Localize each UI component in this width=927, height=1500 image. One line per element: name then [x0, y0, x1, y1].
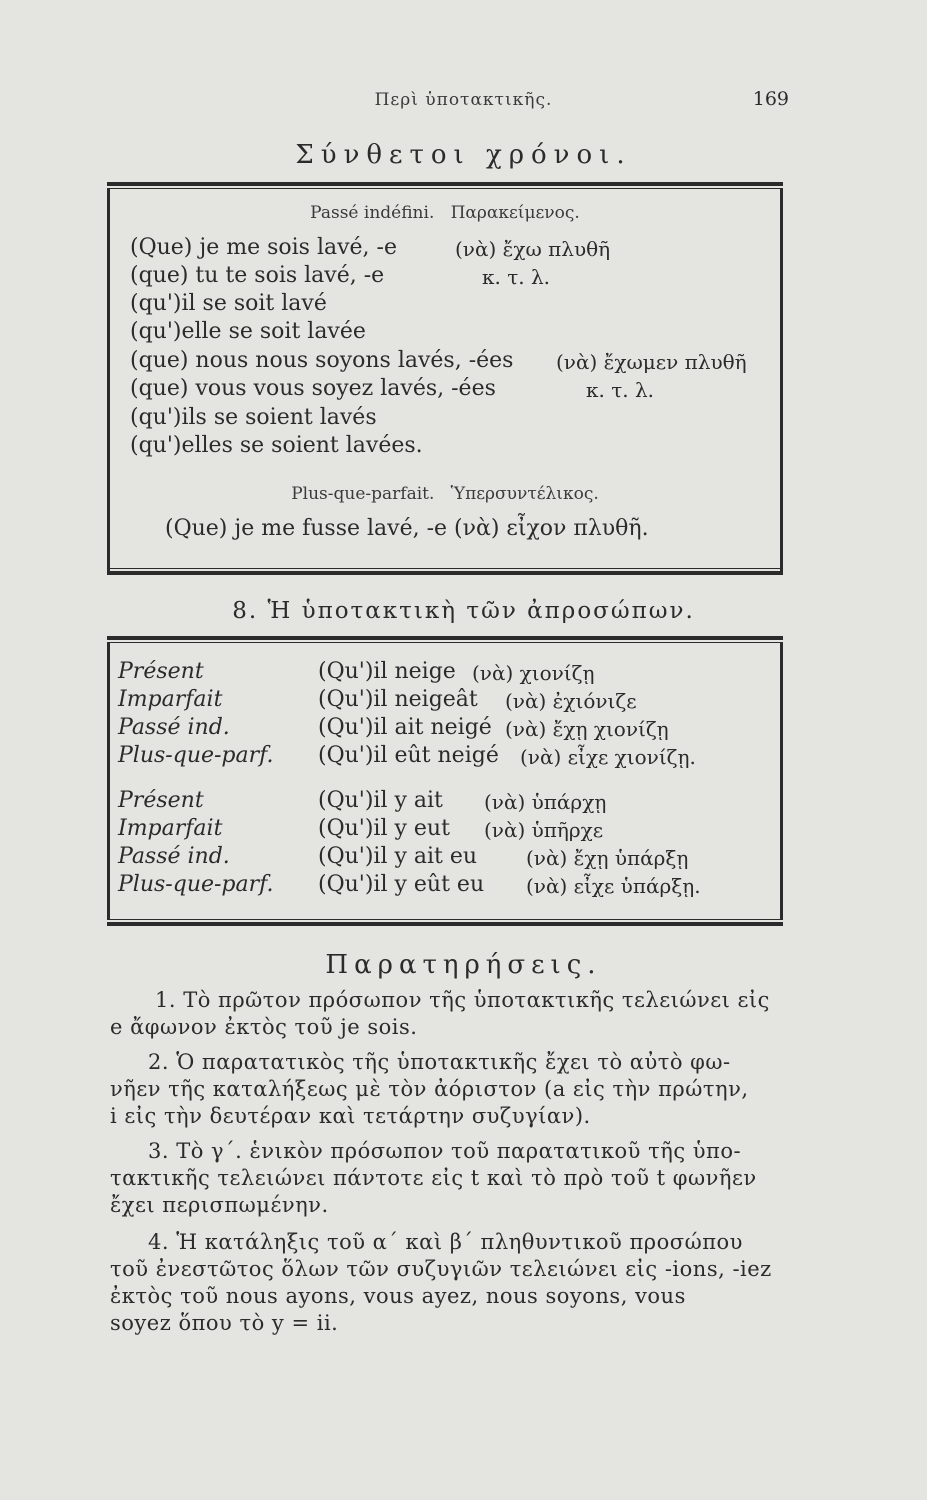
plus-que-parfait-subhead	[110, 484, 780, 504]
impersonal-fr: (Qu')il y eut	[318, 816, 450, 841]
tense-label: Passé ind.	[118, 844, 230, 869]
impersonal-gr: (νὰ) ἔχῃ ὑπάρξῃ	[526, 846, 689, 870]
tense-label: Passé ind.	[118, 715, 230, 740]
conjugation-line: (qu')elle se soit lavée	[130, 319, 366, 344]
conjugation-line: (qu')elles se soient lavées.	[130, 433, 423, 458]
conjugation-greek: (νὰ) ἔχωμεν πλυθῆ	[556, 350, 747, 374]
conjugation-line: (qu')il se soit lavé	[130, 291, 327, 316]
conjugation-greek: κ. τ. λ.	[586, 378, 655, 402]
impersonal-fr: (Qu')il y ait eu	[318, 844, 478, 869]
conjugation-line: (que) tu te sois lavé, -e	[130, 263, 385, 288]
note-line: 4. Ἡ κατάληξις τοῦ α΄ καὶ β΄ πληθυντικοῦ προσώπου	[148, 1230, 743, 1254]
impersonal-fr: (Qu')il ait neigé	[318, 715, 492, 740]
impersonal-heading: 8. Ἡ ὑποτακτικὴ τῶν ἀπροσώπων.	[232, 598, 695, 624]
note-line: e ἄφωνον ἐκτὸς τοῦ je sois.	[110, 1015, 418, 1039]
impersonal-gr: (νὰ) εἶχε ὑπάρξῃ.	[526, 874, 701, 898]
impersonal-table	[107, 643, 783, 919]
plus-que-parfait-greek-label: Ὑπερσυντέλικος.	[450, 484, 599, 504]
tense-label: Présent	[118, 788, 204, 813]
table2-bottom-rule	[107, 922, 783, 926]
compound-tenses-heading: Σύνθετοι χρόνοι.	[295, 140, 632, 170]
tense-label: Imparfait	[118, 687, 223, 712]
table1-top-rule	[107, 182, 783, 186]
tense-label: Imparfait	[118, 816, 223, 841]
impersonal-gr: (νὰ) ἐχιόνιζε	[505, 689, 637, 713]
table2-bottom-rule-thin	[107, 919, 783, 920]
impersonal-gr: (νὰ) ὑπάρχῃ	[484, 790, 607, 814]
passe-indefini-label: Passé indéfini.	[310, 203, 435, 223]
tense-label: Plus-que-parf.	[118, 872, 274, 897]
note-line: 2. Ὁ παρατατικὸς τῆς ὑποτακτικῆς ἔχει τὸ αὐτὸ φω-	[148, 1050, 731, 1074]
passe-indefini-subhead	[110, 203, 780, 223]
note-line: τοῦ ἐνεστῶτος ὅλων τῶν συζυγιῶν τελειώνει εἰς -ions, -iez	[110, 1257, 772, 1281]
note-line: 3. Τὸ γ΄. ἑνικὸν πρόσωπον τοῦ παρατατικοῦ τῆς ὑπο-	[148, 1139, 742, 1163]
conjugation-line: (Que) je me sois lavé, -e	[130, 235, 397, 260]
impersonal-gr: (νὰ) χιονίζῃ	[472, 661, 595, 685]
note-line: soyez ὅπου τὸ y = ii.	[110, 1311, 339, 1335]
impersonal-fr: (Qu')il y eût eu	[318, 872, 485, 897]
impersonal-fr: (Qu')il eût neigé	[318, 743, 499, 768]
note-line: ἔχει περισπωμένην.	[110, 1193, 329, 1217]
tense-label: Présent	[118, 659, 204, 684]
impersonal-fr: (Qu')il y ait	[318, 788, 443, 813]
table1-bottom-rule	[107, 571, 783, 575]
conjugation-line: (qu')ils se soient lavés	[130, 405, 377, 430]
note-line: 1. Τὸ πρῶτον πρόσωπον τῆς ὑποτακτικῆς τελειώνει εἰς	[155, 988, 770, 1012]
impersonal-fr: (Qu')il neige	[318, 659, 456, 684]
conjugation-line: (que) vous vous soyez lavés, -ées	[130, 376, 496, 401]
table1-bottom-rule-thin	[107, 568, 783, 569]
page-number: 169	[752, 88, 789, 110]
impersonal-gr: (νὰ) ὑπῆρχε	[484, 818, 604, 842]
passe-indefini-greek-label: Παρακείμενος.	[450, 203, 580, 223]
note-line: i εἰς τὴν δευτέραν καὶ τετάρτην συζυγίαν).	[110, 1104, 591, 1128]
plus-que-parfait-label: Plus-que-parfait.	[291, 484, 435, 504]
page-header	[0, 88, 927, 114]
conjugation-greek: (νὰ) ἔχω πλυθῆ	[455, 237, 611, 261]
conjugation-line: (que) nous nous soyons lavés, -ées	[130, 348, 514, 373]
note-line: τακτικῆς τελειώνει πάντοτε εἰς t καὶ τὸ πρὸ τοῦ t φωνῆεν	[110, 1166, 757, 1190]
impersonal-fr: (Qu')il neigeât	[318, 687, 478, 712]
note-line: νῆεν τῆς καταλήξεως μὲ τὸν ἀόριστον (a εἰς τὴν πρώτην,	[110, 1077, 749, 1101]
compound-tenses-table	[107, 189, 783, 571]
running-head: Περὶ ὑποτακτικῆς.	[374, 90, 553, 110]
plus-que-parfait-line: (Que) je me fusse lavé, -e (νὰ) εἶχον πλυθῆ.	[165, 516, 649, 541]
note-line: ἐκτὸς τοῦ nous ayons, vous ayez, nous soyons, vous	[110, 1284, 686, 1308]
tense-label: Plus-que-parf.	[118, 743, 274, 768]
impersonal-gr: (νὰ) ἔχῃ χιονίζῃ	[505, 717, 669, 741]
table2-top-rule	[107, 636, 783, 640]
notes-title: Παρατηρήσεις.	[325, 950, 602, 980]
conjugation-greek: κ. τ. λ.	[482, 265, 551, 289]
impersonal-gr: (νὰ) εἶχε χιονίζῃ.	[520, 745, 696, 769]
